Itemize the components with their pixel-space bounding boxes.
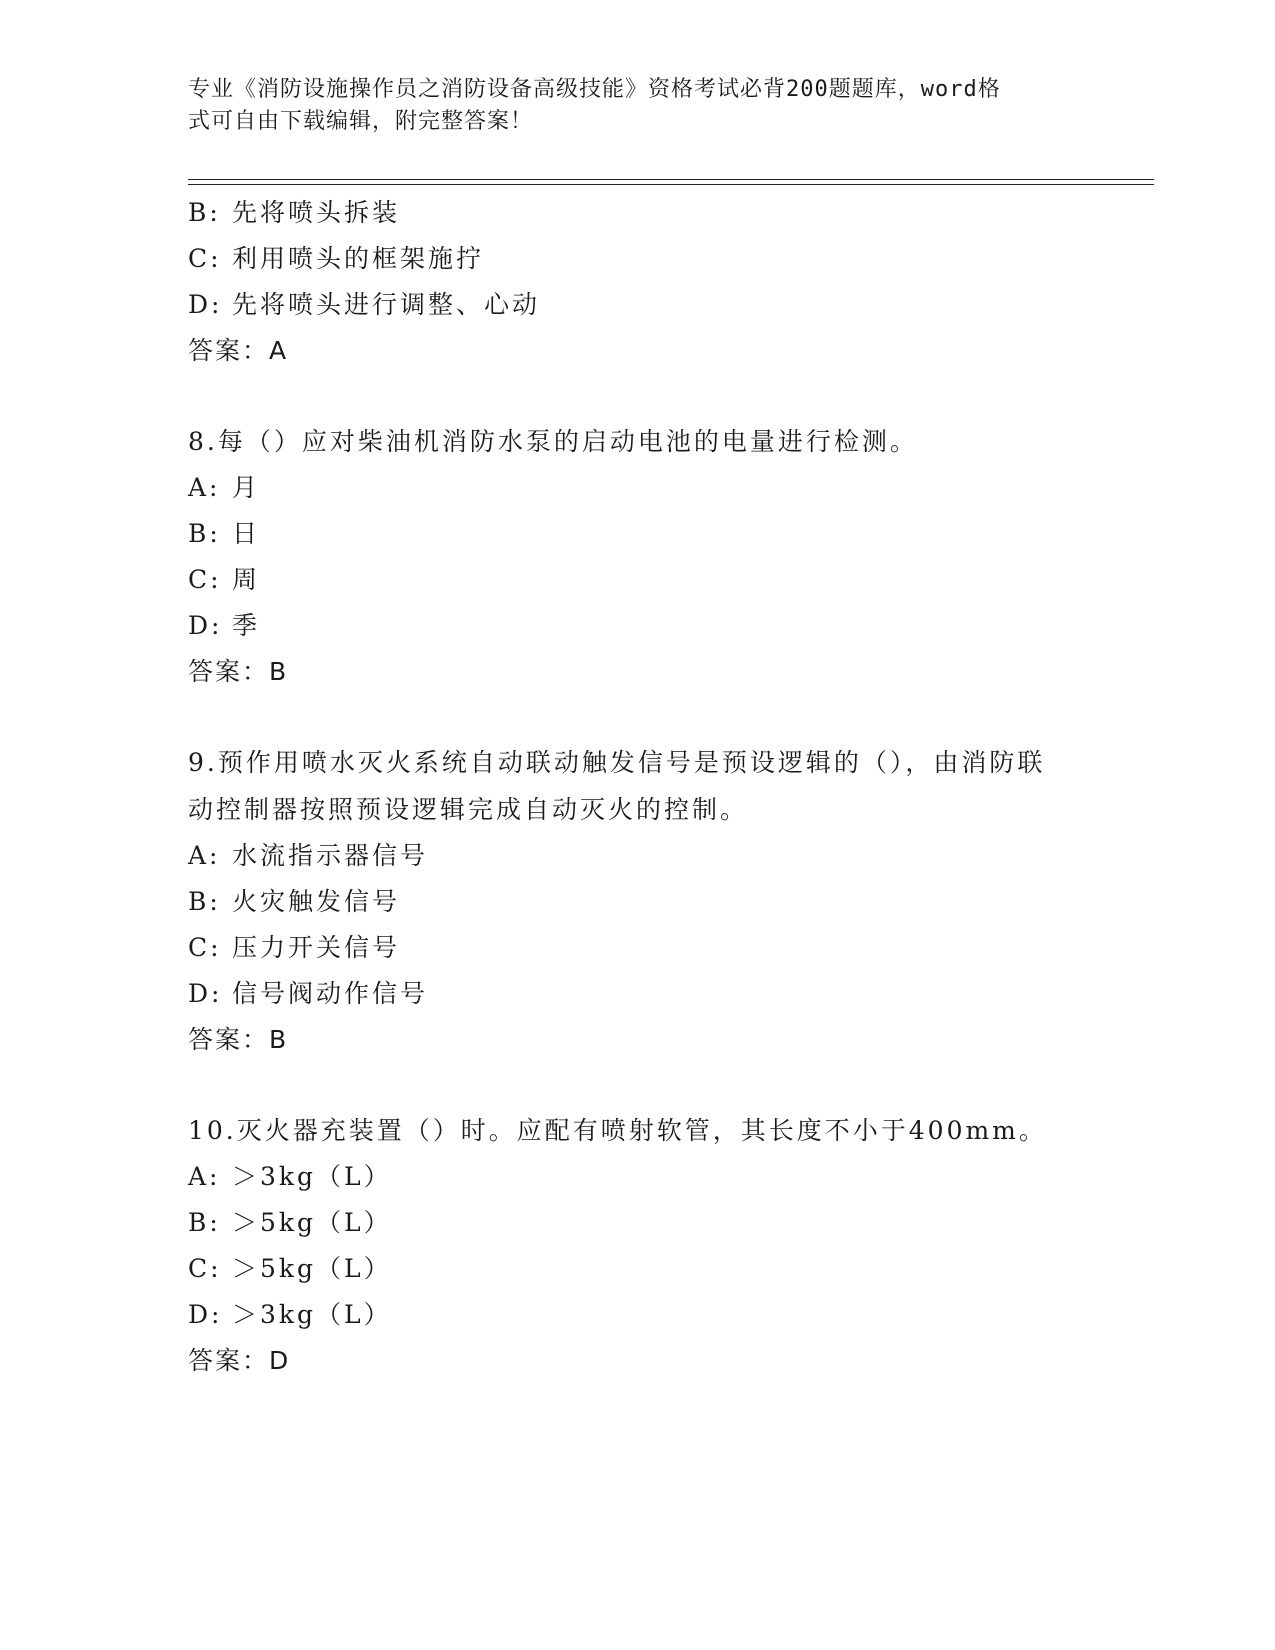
question-list	[188, 190, 1088, 1384]
answer-line: 答案：B	[188, 657, 289, 686]
option-b	[188, 511, 1088, 557]
option-text: 日	[232, 519, 261, 548]
option-letter: C:	[188, 1254, 222, 1283]
option-a	[188, 1154, 1088, 1200]
option-text: ＞5kg（L）	[232, 1254, 392, 1283]
option-letter: C:	[188, 933, 222, 962]
option-letter: A:	[188, 1162, 221, 1191]
spacer	[188, 1063, 1088, 1107]
option-b	[188, 190, 1088, 236]
question-text: 10.灭火器充装置（）时。应配有喷射软管，其长度不小于400mm。	[188, 1116, 1047, 1145]
spacer	[188, 695, 1088, 739]
question-block-previous	[188, 190, 1088, 374]
option-text: 先将喷头拆装	[232, 198, 401, 227]
question-block-9	[188, 739, 1088, 1063]
option-text: ＞5kg（L）	[232, 1208, 392, 1237]
question-text: 9.预作用喷水灭火系统自动联动触发信号是预设逻辑的（），由消防联动控制器按照预设逻辑完成自动灭火的控制。	[188, 748, 1046, 824]
option-letter: B:	[188, 887, 221, 916]
option-c	[188, 557, 1088, 603]
option-text: 利用喷头的框架施拧	[232, 244, 485, 273]
option-letter: D:	[188, 1300, 223, 1329]
header-line-1: 专业《消防设施操作员之消防设备高级技能》资格考试必背200题题库，word格	[188, 77, 1001, 102]
option-text: 周	[232, 565, 261, 594]
option-text: ＞3kg（L）	[232, 1162, 392, 1191]
option-a	[188, 833, 1088, 879]
option-letter: B:	[188, 1208, 221, 1237]
question-block-10	[188, 1107, 1088, 1384]
option-d	[188, 603, 1088, 649]
option-d	[188, 1292, 1088, 1338]
option-letter: B:	[188, 198, 221, 227]
option-text: 压力开关信号	[232, 933, 401, 962]
option-letter: A:	[188, 841, 221, 870]
spacer	[188, 374, 1088, 418]
option-letter: D:	[188, 611, 223, 640]
header-divider-top	[188, 179, 1154, 180]
option-text: 月	[232, 473, 261, 502]
option-letter: D:	[188, 290, 223, 319]
answer-line: 答案：A	[188, 336, 289, 365]
option-d	[188, 282, 1088, 328]
option-letter: D:	[188, 979, 223, 1008]
answer-line: 答案：D	[188, 1346, 291, 1375]
option-text: 水流指示器信号	[232, 841, 429, 870]
question-text: 8.每（）应对柴油机消防水泵的启动电池的电量进行检测。	[188, 427, 918, 456]
question-block-8	[188, 418, 1088, 695]
option-text: ＞3kg（L）	[232, 1300, 392, 1329]
option-c	[188, 925, 1088, 971]
option-c	[188, 236, 1088, 282]
option-b	[188, 1200, 1088, 1246]
option-letter: C:	[188, 565, 222, 594]
document-header	[188, 74, 1068, 138]
option-a	[188, 465, 1088, 511]
option-text: 先将喷头进行调整、心动	[232, 290, 541, 319]
option-d	[188, 971, 1088, 1017]
header-divider-bottom	[188, 184, 1154, 185]
option-text: 信号阀动作信号	[232, 979, 429, 1008]
option-text: 季	[232, 611, 261, 640]
option-text: 火灾触发信号	[232, 887, 401, 916]
option-letter: C:	[188, 244, 222, 273]
option-c	[188, 1246, 1088, 1292]
answer-line: 答案：B	[188, 1025, 289, 1054]
option-letter: A:	[188, 473, 221, 502]
header-line-2: 式可自由下载编辑，附完整答案！	[188, 109, 534, 134]
option-b	[188, 879, 1088, 925]
option-letter: B:	[188, 519, 221, 548]
